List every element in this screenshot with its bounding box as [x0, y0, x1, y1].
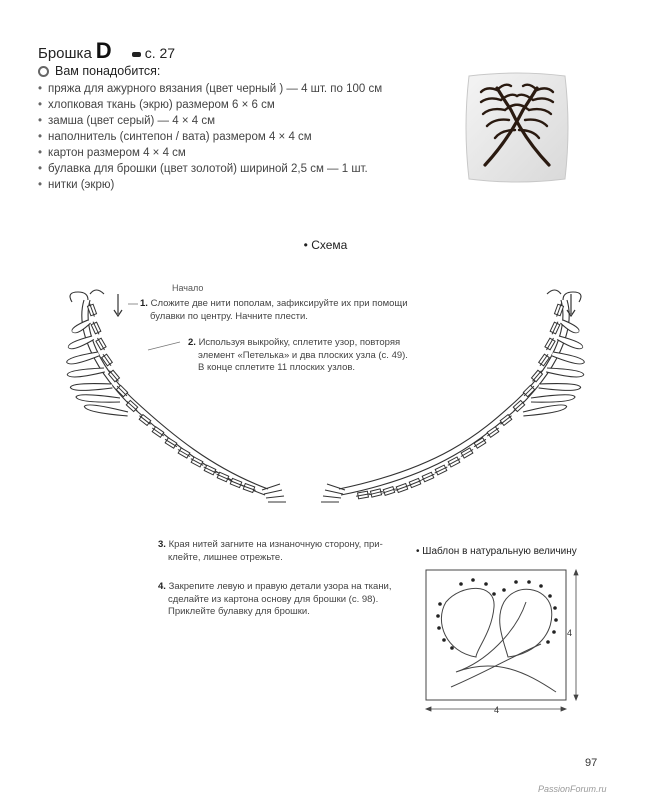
watermark: PassionForum.ru — [538, 784, 607, 794]
start-label: Начало — [172, 283, 204, 293]
step-text: Закрепите левую и правую детали узора на ткани, — [168, 581, 392, 592]
step-text: сделайте из картона основу для брошки (с. 98). — [168, 593, 379, 605]
step-text: клейте, лишнее отрежьте. — [168, 551, 283, 563]
step-text: Сложите две нити пополам, зафиксируйте их при помощи — [150, 298, 408, 309]
materials-heading — [38, 64, 160, 78]
step-text: В конце сплетите 11 плоских узлов. — [198, 362, 356, 373]
left-arrow — [114, 294, 122, 316]
page-title — [38, 38, 175, 64]
step-1 — [140, 298, 408, 323]
page-reference: с. 27 — [132, 45, 175, 61]
step-3 — [158, 539, 383, 564]
step-text: Приклейте булавку для брошки. — [168, 606, 310, 617]
materials-heading-text: Вам понадобится: — [55, 64, 161, 78]
list-item: • нитки (экрю) — [38, 177, 382, 193]
step-text: элемент «Петелька» и два плоских узла (с. 49). — [198, 349, 408, 361]
list-item: • замша (цвет серый) — 4 × 4 см — [38, 113, 382, 129]
title-prefix: Брошка — [38, 45, 92, 62]
bullet-circle-icon — [38, 66, 49, 77]
schema-title: • Схема — [303, 238, 348, 252]
list-item: • наполнитель (синтепон / вата) размером 4 × 4 см — [38, 129, 382, 145]
width-dimension-label: 4 — [494, 705, 500, 715]
list-item: • пряжа для ажурного вязания (цвет черный ) — 4 шт. по 100 см — [38, 81, 382, 97]
height-dimension-label: 4 — [567, 628, 573, 638]
left-ends — [262, 484, 286, 502]
step-number: 4. — [158, 581, 166, 592]
list-item: • хлопковая ткань (экрю) размером 6 × 6 см — [38, 97, 382, 113]
step-number: 3. — [158, 539, 166, 550]
brooch-photo — [463, 70, 571, 185]
step-number: 1. — [140, 298, 148, 309]
list-item: • картон размером 4 × 4 см — [38, 145, 382, 161]
step-2 — [188, 337, 408, 375]
step-text: булавки по центру. Начните плести. — [150, 310, 308, 322]
step-number: 2. — [188, 337, 196, 348]
actual-size-template — [416, 562, 586, 717]
title-letter: D — [95, 38, 112, 63]
template-title: • Шаблон в натуральную величину — [416, 546, 577, 557]
materials-list — [38, 81, 382, 193]
page-number: 97 — [585, 757, 598, 769]
step-4 — [158, 581, 392, 619]
list-item: • булавка для брошки (цвет золотой) шириной 2,5 см — 1 шт. — [38, 161, 382, 177]
step-text: Используя выкройку, сплетите узор, повторяя — [198, 337, 401, 348]
step-text: Края нитей загните на изнаночную сторону, при- — [168, 539, 383, 550]
